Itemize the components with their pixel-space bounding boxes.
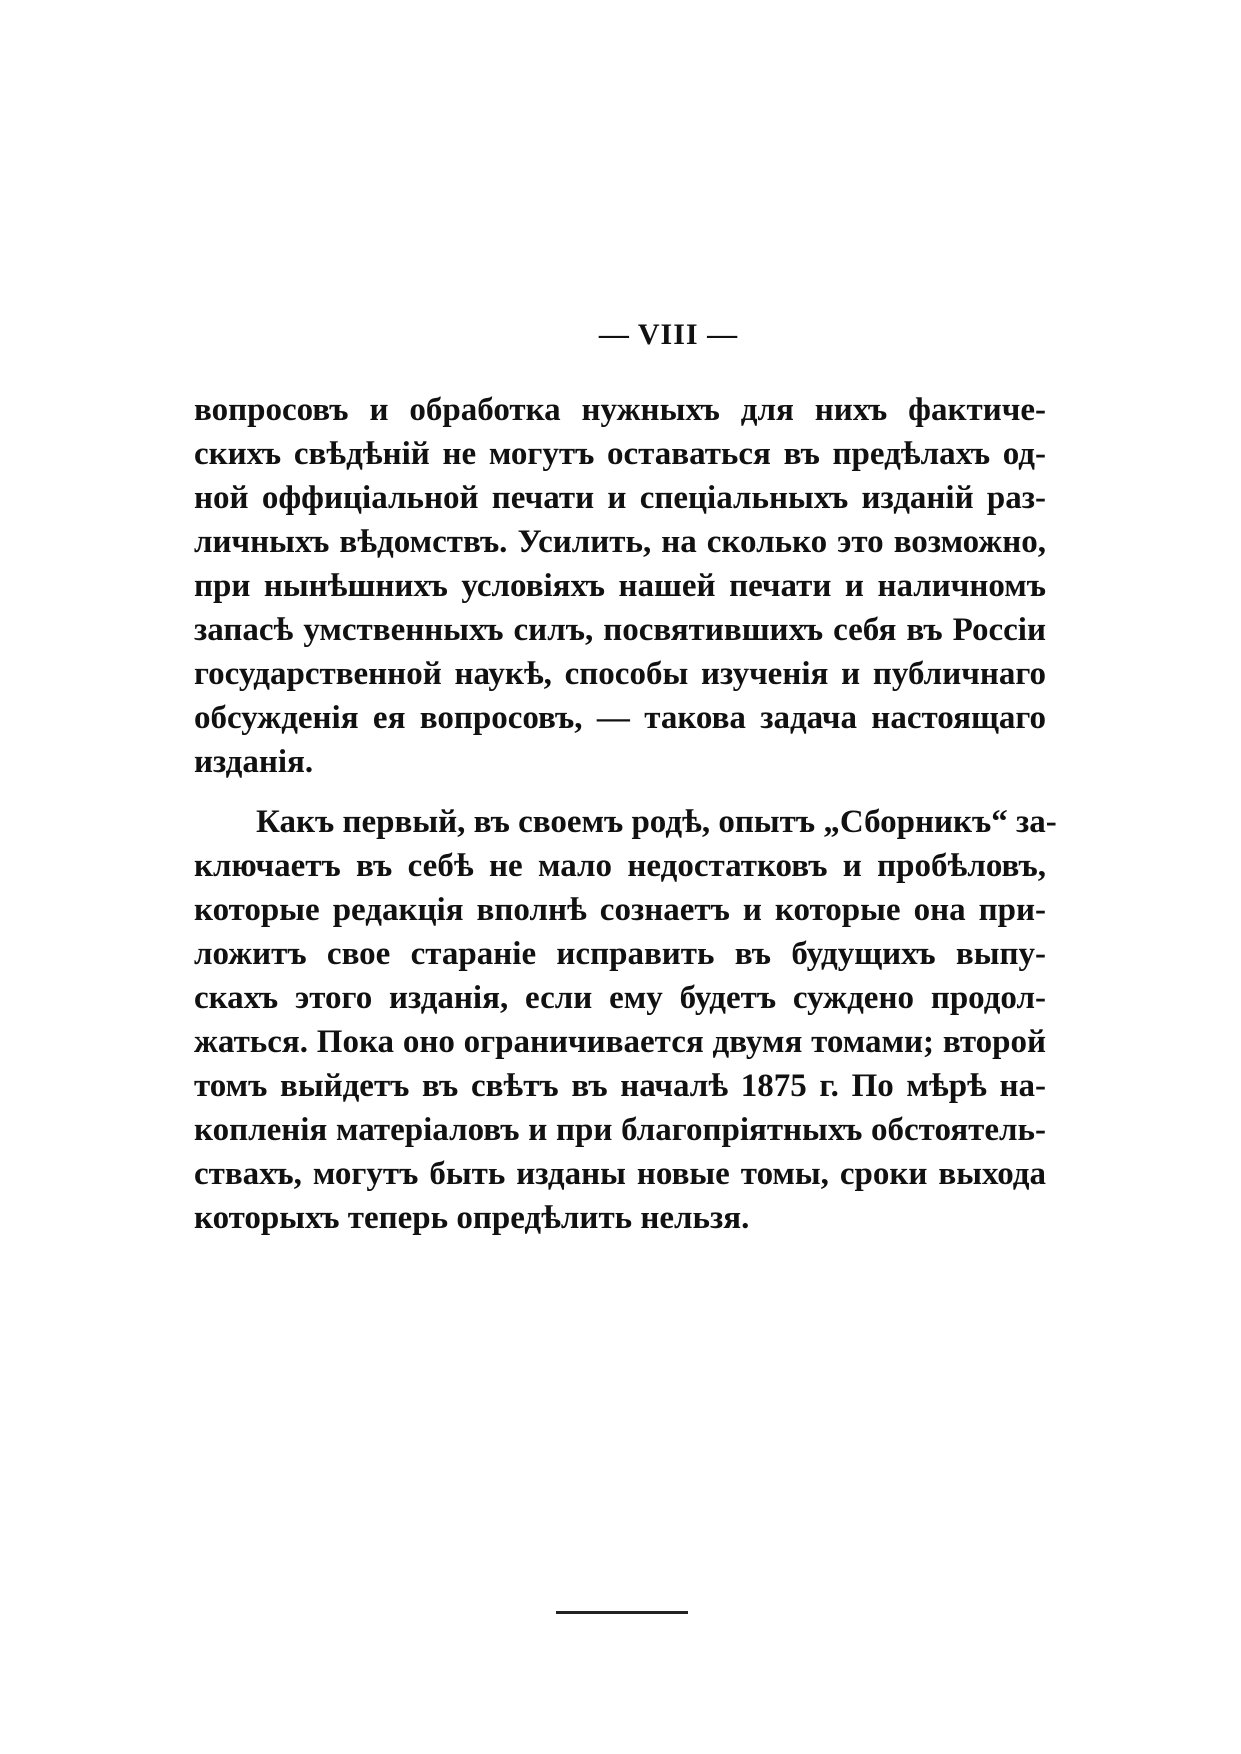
text-line: копленія матеріаловъ и при благопріятныхъ обстоятель- — [194, 1112, 1046, 1148]
text-line: вопросовъ и обработка нужныхъ для нихъ фактиче- — [194, 392, 1046, 428]
text-line: томъ выйдетъ въ свѣтъ въ началѣ 1875 г. По мѣрѣ на- — [194, 1068, 1046, 1104]
text-line: государственной наукѣ, способы изученія и публичнаго — [194, 656, 1046, 692]
text-line: жаться. Пока оно ограничивается двумя томами; второй — [194, 1024, 1046, 1060]
text-line: ствахъ, могутъ быть изданы новые томы, сроки выхода — [194, 1156, 1046, 1192]
paragraph-2 — [194, 800, 1057, 1240]
text-line: при нынѣшнихъ условіяхъ нашей печати и наличномъ — [194, 568, 1046, 604]
body-text — [194, 388, 1057, 1240]
text-line: ключаетъ въ себѣ не мало недостатковъ и пробѣловъ, — [194, 848, 1046, 884]
text-line: личныхъ вѣдомствъ. Усилить, на сколько это возможно, — [194, 524, 1046, 560]
text-line: которые редакція вполнѣ сознаетъ и которые она при- — [194, 892, 1046, 928]
text-line: ной оффиціальной печати и спеціальныхъ изданій раз- — [194, 480, 1046, 516]
paragraph-gap — [194, 784, 1046, 800]
text-line: скихъ свѣдѣній не могутъ оставаться въ предѣлахъ од- — [194, 436, 1046, 472]
text-line: которыхъ теперь опредѣлить нельзя. — [194, 1200, 750, 1236]
end-rule-divider — [556, 1611, 688, 1614]
text-line: запасѣ умственныхъ силъ, посвятившихъ себя въ Россіи — [194, 612, 1046, 648]
text-line: ложитъ свое стараніе исправить въ будущихъ выпу- — [194, 936, 1046, 972]
paragraph-1 — [194, 388, 1046, 784]
text-line: изданія. — [194, 744, 314, 780]
page-number: — VIII — — [598, 318, 739, 351]
text-line: Какъ первый, въ своемъ родѣ, опытъ „Сборникъ“ за- — [256, 804, 1057, 840]
text-line: скахъ этого изданія, если ему будетъ суждено продол- — [194, 980, 1046, 1016]
text-line: обсужденія ея вопросовъ, — такова задача настоящаго — [194, 700, 1046, 736]
